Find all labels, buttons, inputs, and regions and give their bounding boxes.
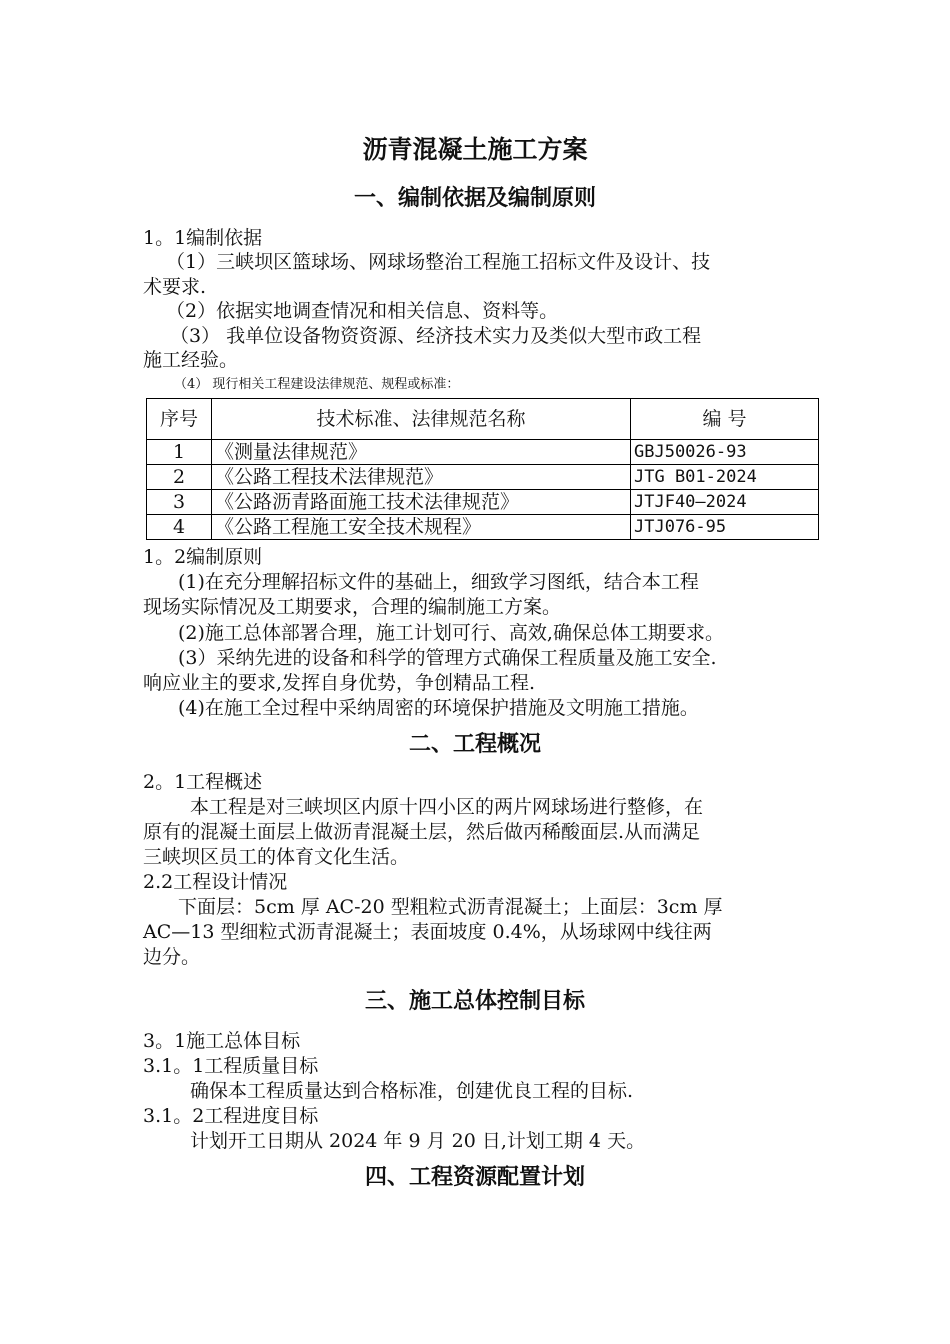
section-1-2-heading: 1。2编制原则 — [143, 546, 263, 568]
table-header-row — [147, 399, 819, 440]
row-code: JTJ076-95 — [631, 515, 819, 540]
table-row — [147, 465, 819, 490]
row-code: JTJF40—2024 — [631, 490, 819, 515]
section-3-1-1-heading: 3.1。1工程质量目标 — [143, 1055, 319, 1077]
section-2-2-heading: 2.2工程设计情况 — [143, 871, 288, 893]
principle-4: (4)在施工全过程中采纳周密的环境保护措施及文明施工措施。 — [178, 697, 699, 719]
table-row — [147, 515, 819, 540]
header-code: 编 号 — [631, 399, 819, 440]
design-para-line-2: AC—13 型细粒式沥青混凝土；表面坡度 0.4%，从场球网中线往两 — [143, 921, 712, 943]
section-1-1-heading: 1。1编制依据 — [143, 227, 263, 249]
row-name: 《公路工程技术法律规范》 — [212, 465, 631, 490]
principle-3-cont: 响应业主的要求,发挥自身优势，争创精品工程. — [143, 672, 536, 694]
row-index: 4 — [147, 515, 212, 540]
section-2-1-heading: 2。1工程概述 — [143, 771, 263, 793]
principle-1-cont: 现场实际情况及工期要求，合理的编制施工方案。 — [143, 596, 562, 618]
section-3-1-2-heading: 3.1。2工程进度目标 — [143, 1105, 319, 1127]
design-para-line-3: 边分。 — [143, 946, 201, 968]
basis-item-3: （3） 我单位设备物资资源、经济技术实力及类似大型市政工程 — [170, 325, 702, 347]
principle-1: (1)在充分理解招标文件的基础上，细致学习图纸，结合本工程 — [178, 571, 699, 593]
principle-2: (2)施工总体部署合理，施工计划可行、高效,确保总体工期要求。 — [178, 622, 724, 644]
overview-para-line-2: 原有的混凝土面层上做沥青混凝土层，然后做丙稀酸面层.从而满足 — [143, 821, 701, 843]
overview-para-line-1: 本工程是对三峡坝区内原十四小区的两片网球场进行整修，在 — [190, 796, 704, 818]
basis-item-1-cont: 术要求. — [143, 276, 207, 298]
basis-item-4: （4） 现行相关工程建设法律规范、规程或标准： — [174, 377, 460, 392]
row-index: 3 — [147, 490, 212, 515]
section-1-heading: 一、编制依据及编制原则 — [353, 186, 596, 211]
header-index: 序号 — [147, 399, 212, 440]
row-index: 2 — [147, 465, 212, 490]
schedule-goal: 计划开工日期从 2024 年 9 月 20 日,计划工期 4 天。 — [190, 1130, 646, 1152]
standards-table — [146, 398, 819, 540]
quality-goal: 确保本工程质量达到合格标准，创建优良工程的目标. — [190, 1080, 634, 1102]
document-title: 沥青混凝土施工方案 — [362, 135, 588, 164]
row-index: 1 — [147, 440, 212, 465]
section-4-heading: 四、工程资源配置计划 — [364, 1165, 585, 1190]
row-name: 《测量法律规范》 — [212, 440, 631, 465]
basis-item-3-cont: 施工经验。 — [143, 349, 239, 371]
row-name: 《公路工程施工安全技术规程》 — [212, 515, 631, 540]
principle-3: (3）采纳先进的设备和科学的管理方式确保工程质量及施工安全. — [178, 647, 717, 669]
section-3-1-heading: 3。1施工总体目标 — [143, 1030, 301, 1052]
section-2-heading: 二、工程概况 — [408, 732, 541, 757]
table-row — [147, 490, 819, 515]
overview-para-line-3: 三峡坝区员工的体育文化生活。 — [143, 846, 410, 868]
row-name: 《公路沥青路面施工技术法律规范》 — [212, 490, 631, 515]
section-3-heading: 三、施工总体控制目标 — [364, 989, 585, 1014]
row-code: GBJ50026-93 — [631, 440, 819, 465]
design-para-line-1: 下面层：5cm 厚 AC-20 型粗粒式沥青混凝土；上面层：3cm 厚 — [178, 896, 723, 918]
row-code: JTG B01-2024 — [631, 465, 819, 490]
basis-item-2: （2）依据实地调查情况和相关信息、资料等。 — [166, 300, 559, 322]
basis-item-1: （1）三峡坝区篮球场、网球场整治工程施工招标文件及设计、技 — [166, 251, 711, 273]
table-row — [147, 440, 819, 465]
header-name: 技术标准、法律规范名称 — [212, 399, 631, 440]
